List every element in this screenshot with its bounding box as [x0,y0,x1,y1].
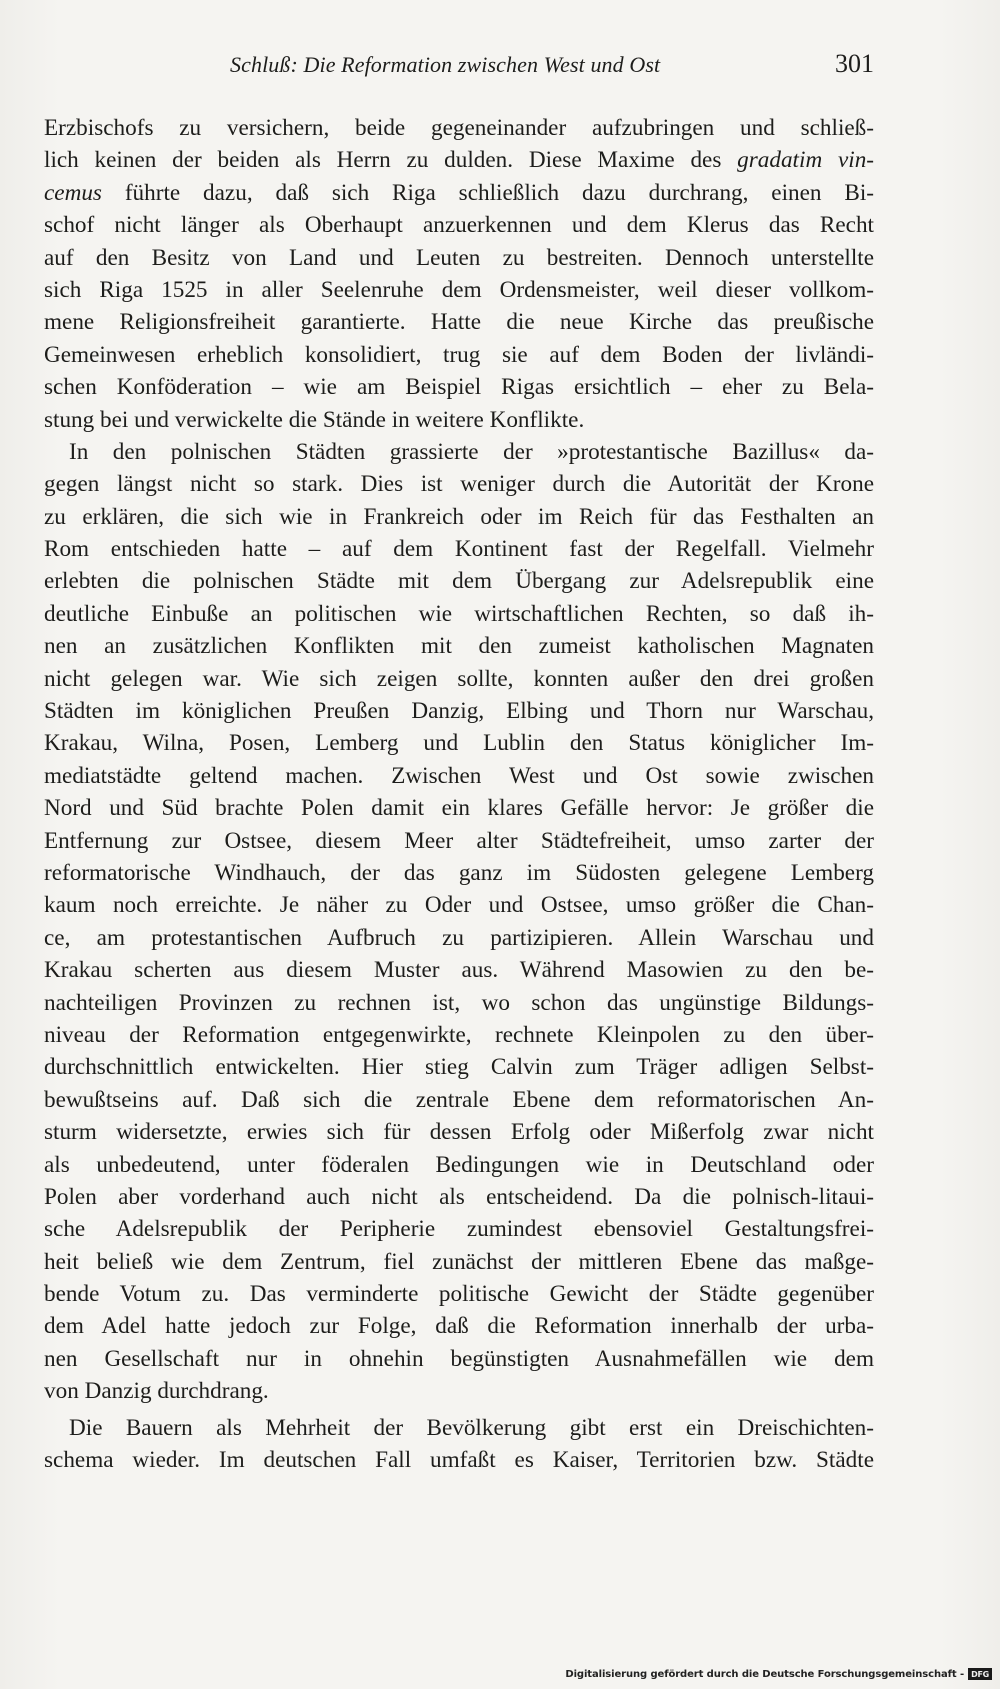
text-line: dem Adel hatte jedoch zur Folge, daß die Reformation innerhalb der urba- [44,1313,874,1340]
text-line: sich Riga 1525 in aller Seelenruhe dem Ordensmeister, weil dieser vollkom- [44,276,874,303]
text-line: lich keinen der beiden als Herrn zu dulden. Diese Maxime des gradatim vin- [44,147,875,174]
text-line: nen an zusätzlichen Konflikten mit den zumeist katholischen Magnaten [44,633,874,660]
text-line: kaum noch erreichte. Je näher zu Oder und Ostsee, umso größer die Chan- [44,892,874,919]
text-line: nachteiligen Provinzen zu rechnen ist, wo schon das ungünstige Bildungs- [44,989,874,1016]
text-line: nen Gesellschaft nur in ohnehin begünstigten Ausnahmefällen wie dem [44,1345,874,1372]
text-line: erlebten die polnischen Städte mit dem Übergang zur Adelsrepublik eine [44,568,874,595]
text-line: zu erklären, die sich wie in Frankreich oder im Reich für das Festhalten an [44,503,874,530]
text-line: schof nicht länger als Oberhaupt anzuerkennen und dem Klerus das Recht [44,212,874,239]
paragraph-start: Die Bauern als Mehrheit der Bevölkerung gibt erst ein Dreischichten- [69,1414,874,1441]
text-line: als unbedeutend, unter föderalen Bedingungen wie in Deutschland oder [44,1151,874,1178]
text-line: Städten im königlichen Preußen Danzig, Elbing und Thorn nur Warschau, [44,698,874,725]
text-line: Entfernung zur Ostsee, diesem Meer alter Städtefreiheit, umso zarter der [44,827,874,854]
text-line: Rom entschieden hatte – auf dem Kontinent fast der Regelfall. Vielmehr [44,536,874,563]
text-line: deutliche Einbuße an politischen wie wirtschaftlichen Rechten, so daß ih- [44,600,874,627]
text-line: Erzbischofs zu versichern, beide gegeneinander aufzubringen und schließ- [44,115,874,141]
text-line: ce, am protestantischen Aufbruch zu partizipieren. Allein Warschau und [44,924,874,951]
dfg-logo: DFG [968,1668,992,1680]
text-line: Krakau, Wilna, Posen, Lemberg und Lublin den Status königlicher Im- [44,730,874,757]
text-line: sche Adelsrepublik der Peripherie zumindest ebensoviel Gestaltungsfrei- [44,1216,874,1243]
text-line: Krakau scherten aus diesem Muster aus. Während Masowien zu den be- [44,957,874,984]
body-text [44,112,874,1476]
text-line: von Danzig durchdrang. [44,1378,269,1405]
text-line: schema wieder. Im deutschen Fall umfaßt es Kaiser, Territorien bzw. Städte [44,1447,874,1474]
text-line: heit beließ wie dem Zentrum, fiel zunächst der mittleren Ebene das maßge- [44,1248,874,1275]
text-line: mene Religionsfreiheit garantierte. Hatte die neue Kirche das preußische [44,309,874,336]
running-head [44,49,874,88]
text-line: Polen aber vorderhand auch nicht als entscheidend. Da die polnisch-litaui- [44,1183,874,1210]
text-line: mediatstädte geltend machen. Zwischen West und Ost sowie zwischen [44,762,874,789]
text-line: bende Votum zu. Das verminderte politische Gewicht der Städte gegenüber [44,1281,874,1308]
text-line: reformatorische Windhauch, der das ganz im Südosten gelegene Lemberg [44,859,874,886]
page-number: 301 [835,49,874,78]
italic-phrase: cemus [44,179,102,206]
text-line: sturm widersetzte, erwies sich für dessen Erfolg oder Mißerfolg zwar nicht [44,1119,874,1146]
text-line: niveau der Reformation entgegenwirkte, rechnete Kleinpolen zu den über- [44,1021,874,1048]
paragraph-start: In den polnischen Städten grassierte der »protestantische Bazillus« da- [69,438,874,465]
credit-text: Digitalisierung gefördert durch die Deutsche Forschungsgemeinschaft - [565,1668,964,1680]
text-line: bewußtseins auf. Daß sich die zentrale Ebene dem reformatorischen An- [44,1086,874,1113]
text-line: nicht gelegen war. Wie sich zeigen sollte, konnten außer den drei großen [44,665,874,692]
text-line: auf den Besitz von Land und Leuten zu bestreiten. Dennoch unterstellte [44,244,874,271]
text-line: schen Konföderation – wie am Beispiel Rigas ersichtlich – eher zu Bela- [44,374,874,401]
text-line: cemus führte dazu, daß sich Riga schließlich dazu durchrang, einen Bi- [44,179,874,206]
digitization-credit [565,1666,992,1682]
italic-phrase: gradatim vin- [737,147,875,174]
running-head-title: Schluß: Die Reformation zwischen West und Ost [230,52,661,77]
text-line: durchschnittlich entwickelten. Hier stieg Calvin zum Träger adligen Selbst- [44,1054,874,1081]
text-line: gegen längst nicht so stark. Dies ist weniger durch die Autorität der Krone [44,471,874,498]
text-line: stung bei und verwickelte die Stände in weitere Konflikte. [44,406,585,433]
text-line: Nord und Süd brachte Polen damit ein klares Gefälle hervor: Je größer die [44,795,874,822]
text-line: Gemeinwesen erheblich konsolidiert, trug sie auf dem Boden der livländi- [44,341,874,368]
